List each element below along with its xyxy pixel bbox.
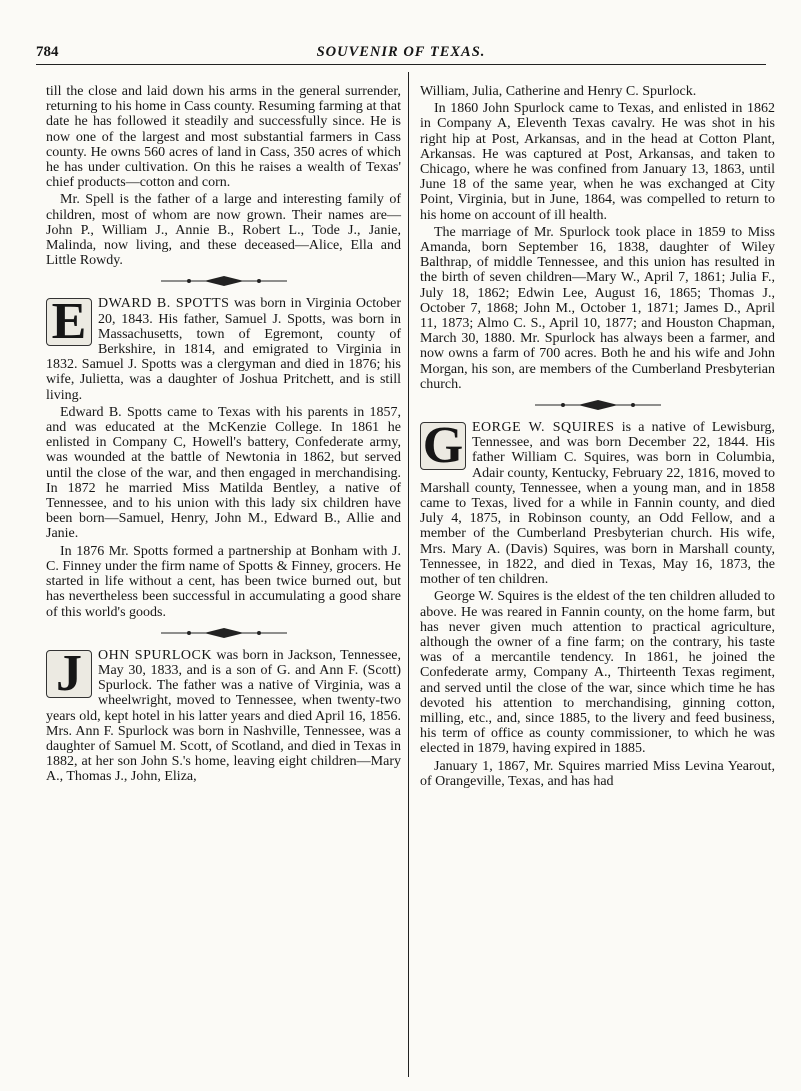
paragraph: The marriage of Mr. Spurlock took place in 1859 to Miss Amanda, born September 16, 1838, daughter of Wiley Balthrap, of middle Tennessee, and this union has resulted in the birth of seven children—Mary W., April 7, 1861; Julia F., July 18, 1862; Edwin Lee, August 16, 1865; Thomas J., October 7, 1868; John M., October 1, 1871; James D., April 11, 1873; Almo C. S., April 10, 1877; and Houston Chapman, March 30, 1880. Mr. Spurlock has always been a farmer, and now owns a farm of 700 acres. Both he and his wife and John Morgan, his son, are members of the Cumberland Presbyterian church. <box>420 224 775 392</box>
paragraph: till the close and laid down his arms in the general surrender, returning to his home in Cass county. Resuming farming at that date he has followed it steadily and successfully since. He is now one of the largest and most substantial farmers in Cass county. He owns 560 acres of land in Cass, 350 acres of which he has under cultivation. On this he raises a wealth of Texas' chief products—cotton and corn. <box>46 84 401 191</box>
biography-opening <box>46 296 401 402</box>
left-column <box>46 84 401 785</box>
drop-cap: J <box>46 650 92 698</box>
paragraph: William, Julia, Catherine and Henry C. Spurlock. <box>420 84 697 99</box>
header-rule <box>36 64 766 65</box>
section-ornament <box>420 399 775 411</box>
paragraph: In 1876 Mr. Spotts formed a partnership at Bonham with J. C. Finney under the firm name of Spotts & Finney, grocers. He started in life without a cent, has been twice burned out, but has nevertheless been successful in accumulating a good share of this world's goods. <box>46 543 401 620</box>
drop-cap: G <box>420 422 466 470</box>
right-column <box>420 84 775 789</box>
column-divider <box>408 72 409 1077</box>
biography-name: DWARD B. SPOTTS <box>98 296 230 312</box>
running-title: SOUVENIR OF TEXAS. <box>316 44 486 60</box>
drop-cap: E <box>46 298 92 346</box>
paragraph-text: is a native of Lewisburg, Tennessee, and was born December 22, 1844. His father William C. Squires, was born in Columbia, Adair county, Kentucky, February 22, 1816, moved to Marshall county, Tennessee, when a young man, and in 1858 came to Texas, lived for a while in Fannin county, and died July 4, 1875, in Robinson county, an Odd Fellow, and a member of the Cumberland Presbyterian church. His wife, Mrs. Mary A. (Davis) Squires, was born in Marshall county, Tennessee, in 1822, and died in Texas, May 16, 1873, the mother of ten children. <box>420 420 776 588</box>
paragraph: Edward B. Spotts came to Texas with his parents in 1857, and was educated at the McKenzie College. In 1861 he enlisted in Company C, Howell's battery, Confederate army, was wounded at the battle of Newtonia in 1862, but served until the close of the war, and then engaged in merchandising. In 1872 he married Miss Matilda Bentley, a native of Tennessee, and to his union with this lady six children have been born—Samuel, Henry, John M., Edward B., Allie and Janie. <box>46 404 401 542</box>
section-ornament <box>46 275 401 287</box>
page-number: 784 <box>36 44 59 60</box>
paragraph: January 1, 1867, Mr. Squires married Miss Levina Yearout, of Orangeville, Texas, and has had <box>420 758 775 789</box>
paragraph-text: was born in Jackson, Tennessee, May 30, 1833, and is a son of G. and Ann F. (Scott) Spurlock. The father was a native of Virginia, was a wheelwright, moved to Tennessee, when twenty-two years old, kept hotel in his latter years and died April 16, 1856. Mrs. Ann F. Spurlock was born in Nashville, Tennessee, was a daughter of Samuel M. Scott, of Scotland, and died in Texas in 1882, at her son John S.'s home, leaving eight children—Mary A., Thomas J., John, Eliza, <box>46 647 401 785</box>
biography-opening <box>46 648 401 785</box>
page-header <box>36 40 766 64</box>
biography-name: OHN SPURLOCK <box>98 647 212 663</box>
paragraph: In 1860 John Spurlock came to Texas, and enlisted in 1862 in Company A, Eleventh Texas cavalry. He was shot in his right hip at Post, Arkansas, and in the head at Cotton Plant, Arkansas. He was captured at Post, Arkansas, and taken to Chicago, where he was confined from January 13, 1863, until June 18 of the same year, when he was exchanged at City Point, Virginia, but in June, 1864, was compelled to return to his home on account of ill health. <box>420 101 775 223</box>
paragraph: George W. Squires is the eldest of the ten children alluded to above. He was reared in Fannin county, on the home farm, but has never given much attention to practical agriculture, although the owner of a fine farm; on the contrary, his taste was of a mercantile tendency. In 1861, he joined the Confederate army, Company A., Thirteenth Texas regiment, and served until the close of the war, since which time he has devoted his attention to merchandising, ginning cotton, milling, etc., and, since 1885, to the livery and feed business, his term of office as county commissioner, to which he was elected in 1879, having expired in 1885. <box>420 589 775 757</box>
biography-opening <box>420 420 775 587</box>
biography-name: EORGE W. SQUIRES <box>472 420 615 436</box>
section-ornament <box>46 627 401 639</box>
paragraph-text: was born in Virginia October 20, 1843. His father, Samuel J. Spotts, was born in Massachusetts, town of Egremont, county of Berkshire, in 1814, and emigrated to Virginia in 1832. Samuel J. Spotts was a clergyman and died in 1876; his wife, Julietta, was a daughter of Joshua Pritchett, and is still living. <box>46 296 401 403</box>
paragraph: Mr. Spell is the father of a large and interesting family of children, most of whom are now grown. Their names are—John P., William J., Annie B., Robert L., Tode J., Janie, Malinda, now living, and these deceased—Alice, Ella and Little Rowdy. <box>46 192 401 269</box>
